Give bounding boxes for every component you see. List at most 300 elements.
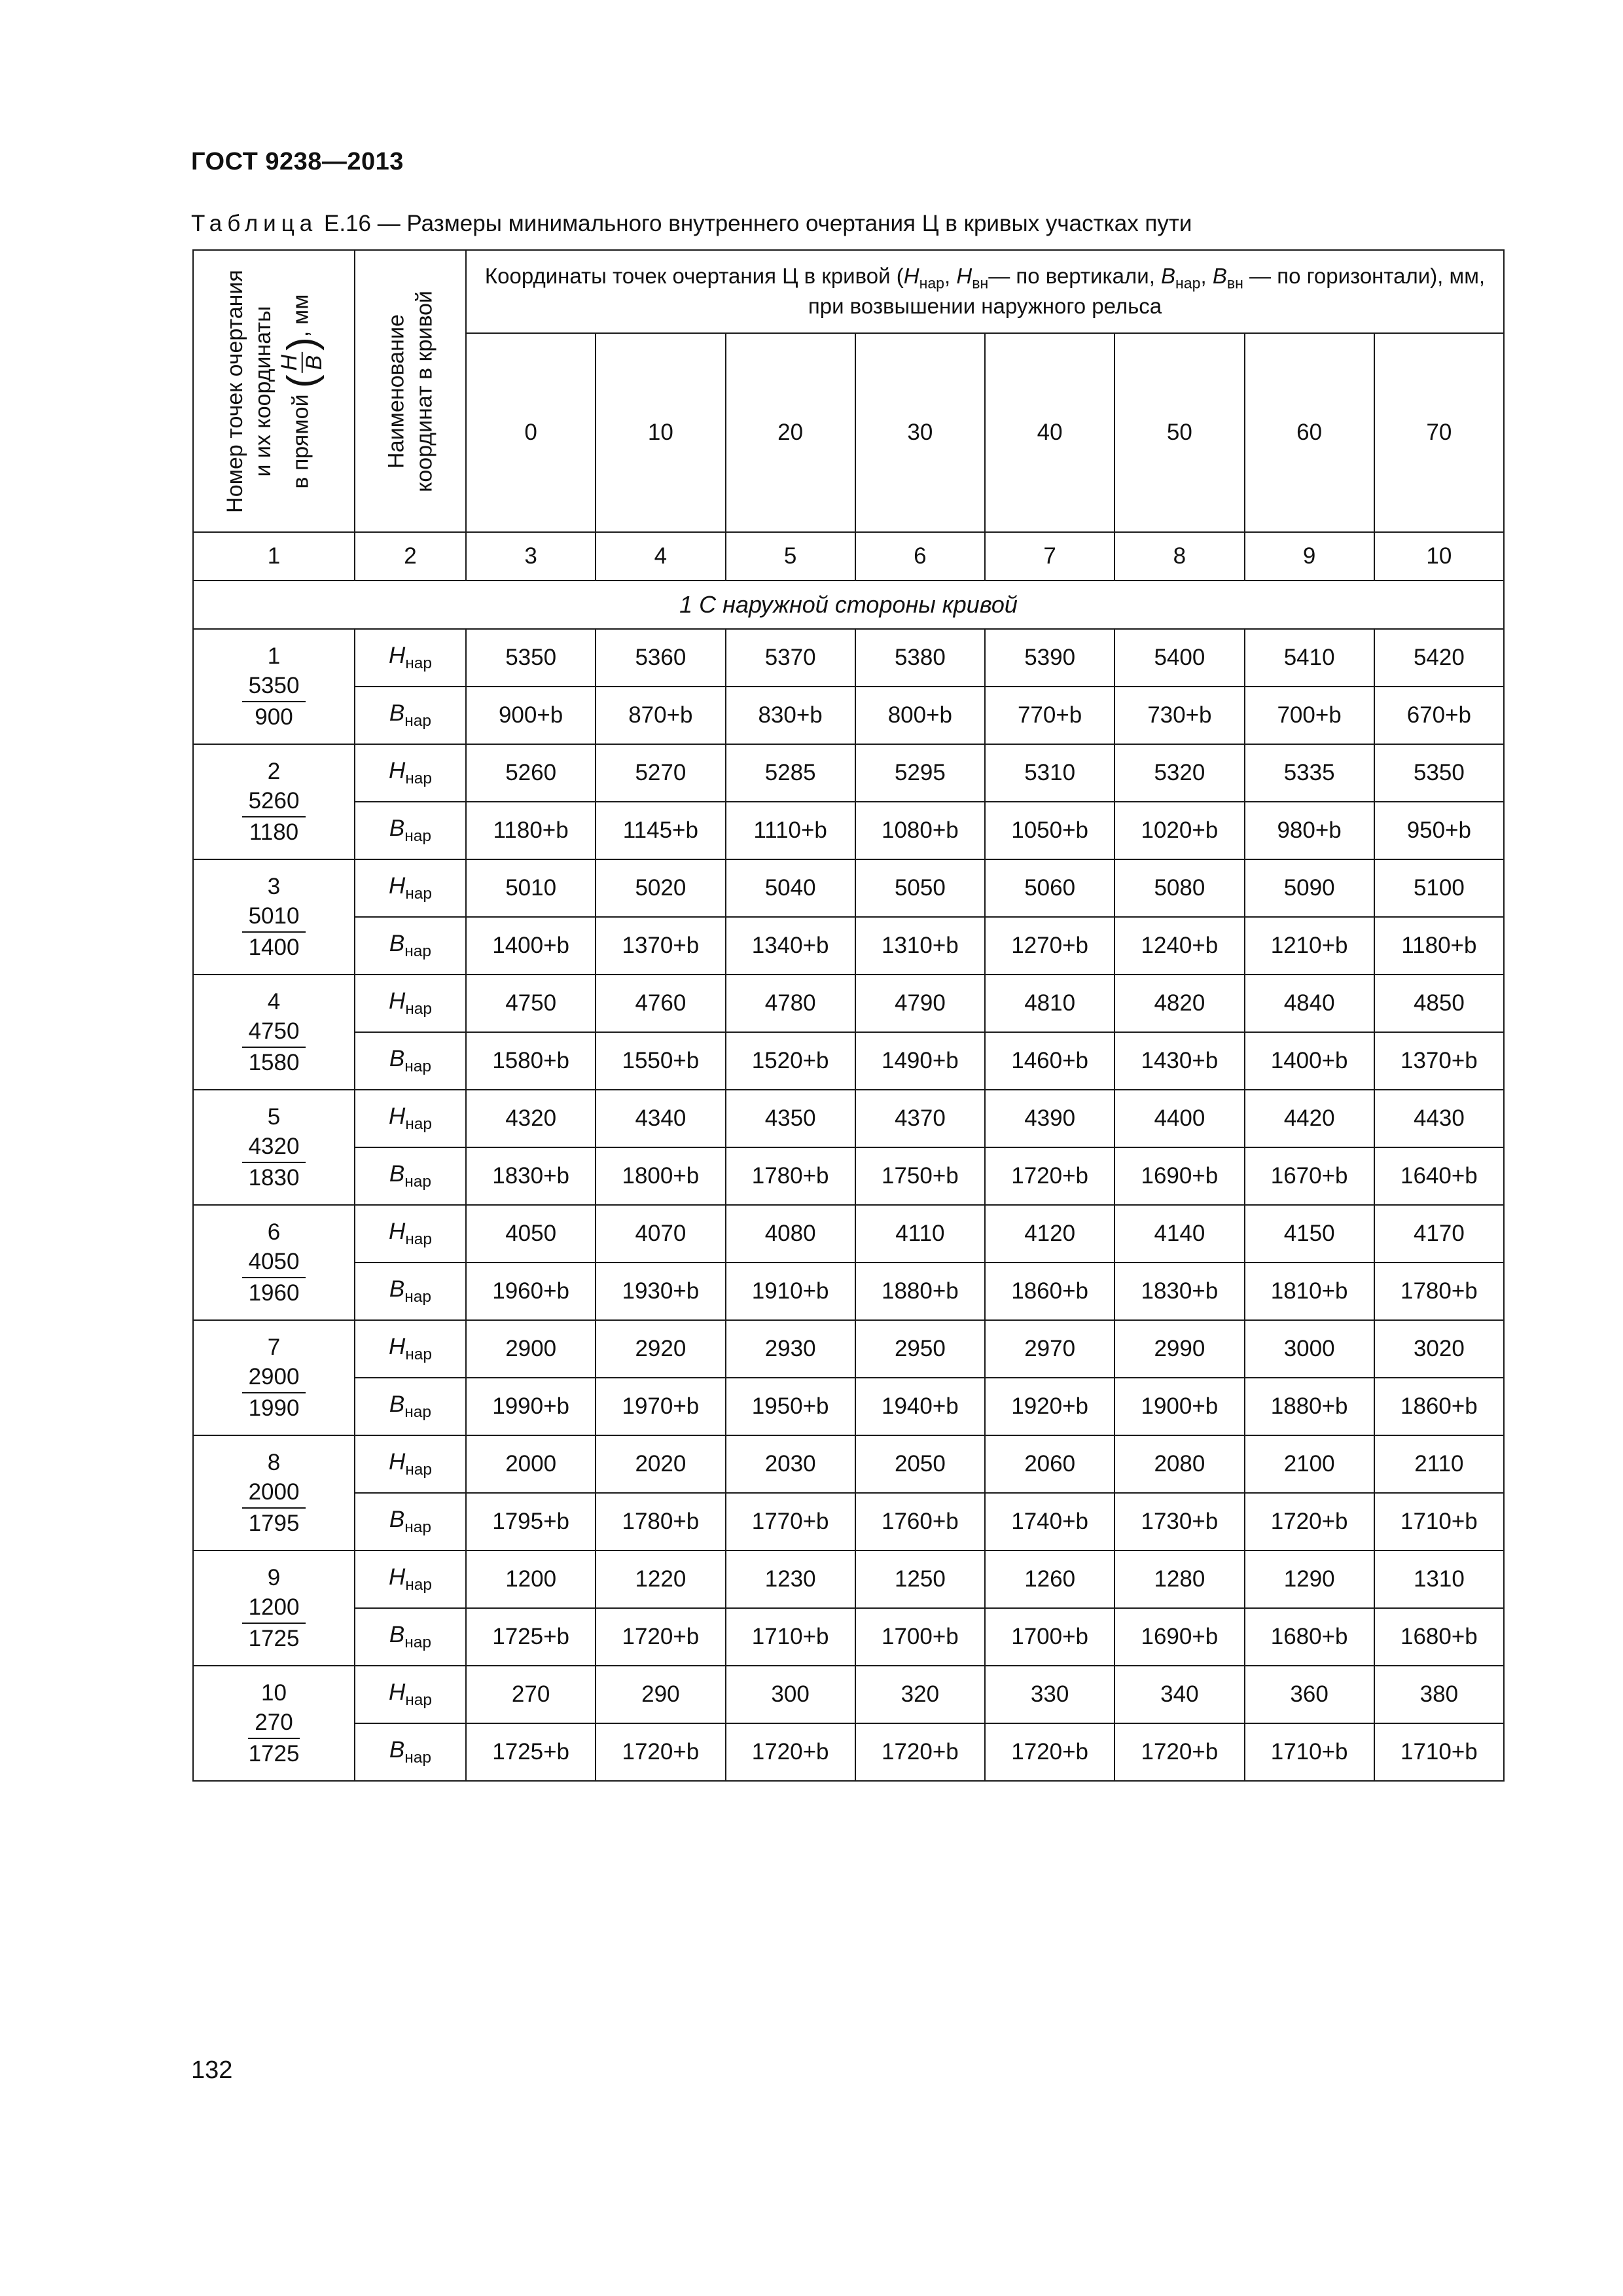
h-value-cell: 1280 xyxy=(1115,1551,1244,1608)
h-value-cell: 2060 xyxy=(985,1435,1115,1493)
h-value-cell: 5320 xyxy=(1115,744,1244,802)
b-value-cell: 1180+b xyxy=(466,802,596,859)
coordinate-symbol-b xyxy=(355,1378,466,1435)
coordinate-symbol-b xyxy=(355,687,466,744)
point-b-coordinate: 1725 xyxy=(248,1625,300,1651)
column-number: 9 xyxy=(1245,532,1374,581)
b-value-cell: 1880+b xyxy=(855,1263,985,1320)
h-value-cell: 4150 xyxy=(1245,1205,1374,1263)
h-value-cell: 2900 xyxy=(466,1320,596,1378)
b-value-cell: 1940+b xyxy=(855,1378,985,1435)
h-value-cell: 4850 xyxy=(1374,975,1504,1032)
b-value-cell: 1710+b xyxy=(1374,1493,1504,1551)
point-b-coordinate: 1180 xyxy=(249,819,299,845)
section-title: 1 С наружной стороны кривой xyxy=(193,581,1504,629)
point-number: 5 xyxy=(267,1103,281,1130)
h-value-cell: 1260 xyxy=(985,1551,1115,1608)
symbol-letter: H xyxy=(388,643,406,668)
point-number: 10 xyxy=(261,1679,287,1706)
h-value-cell: 5400 xyxy=(1115,629,1244,687)
b-value-cell: 1810+b xyxy=(1245,1263,1374,1320)
h-value-cell: 1220 xyxy=(596,1551,725,1608)
b-value-cell: 1670+b xyxy=(1245,1147,1374,1205)
col1-suffix: , мм xyxy=(287,293,313,337)
h-value-cell: 5360 xyxy=(596,629,725,687)
h-value-cell: 5370 xyxy=(726,629,855,687)
point-cell xyxy=(193,859,355,975)
b-value-cell: 1720+b xyxy=(726,1723,855,1781)
b-value-cell: 1270+b xyxy=(985,917,1115,975)
h-value-cell: 4110 xyxy=(855,1205,985,1263)
h-value-cell: 5310 xyxy=(985,744,1115,802)
table-row xyxy=(193,917,1504,975)
h-value-cell: 2920 xyxy=(596,1320,725,1378)
point-number: 1 xyxy=(267,643,281,669)
b-value-cell: 1690+b xyxy=(1115,1147,1244,1205)
caption-word: Таблица xyxy=(191,211,318,236)
h-value-cell: 5080 xyxy=(1115,859,1244,917)
h-value-cell: 5020 xyxy=(596,859,725,917)
coordinate-symbol-h xyxy=(355,1666,466,1723)
coordinate-symbol-h xyxy=(355,1551,466,1608)
page-number: 132 xyxy=(191,2056,233,2084)
column-number: 1 xyxy=(193,532,355,581)
coordinate-symbol-h xyxy=(355,1090,466,1147)
h-value-cell: 5380 xyxy=(855,629,985,687)
standard-header: ГОСТ 9238—2013 xyxy=(191,148,404,175)
coordinate-symbol-h xyxy=(355,1435,466,1493)
table-row xyxy=(193,975,1504,1032)
elevation-header: 30 xyxy=(855,333,985,532)
b-value-cell: 1690+b xyxy=(1115,1608,1244,1666)
h-value-cell: 4370 xyxy=(855,1090,985,1147)
column-number: 7 xyxy=(985,532,1115,581)
b-value-cell: 1860+b xyxy=(985,1263,1115,1320)
h-value-cell: 3000 xyxy=(1245,1320,1374,1378)
coordinate-symbol-b xyxy=(355,1608,466,1666)
b-value-cell: 1720+b xyxy=(1115,1723,1244,1781)
b-value-cell: 1460+b xyxy=(985,1032,1115,1090)
b-value-cell: 1860+b xyxy=(1374,1378,1504,1435)
symbol-letter: H xyxy=(388,1564,406,1590)
symbol-subscript: нар xyxy=(404,1058,432,1075)
b-value-cell: 1880+b xyxy=(1245,1378,1374,1435)
symbol-letter: B xyxy=(389,816,405,841)
h-value-cell: 1250 xyxy=(855,1551,985,1608)
symbol-subscript: нар xyxy=(405,1461,433,1479)
symbol-letter: H xyxy=(388,758,406,783)
h-over-b-fraction xyxy=(277,351,325,373)
h-value-cell: 5050 xyxy=(855,859,985,917)
elevation-header: 20 xyxy=(726,333,855,532)
h-value-cell: 3020 xyxy=(1374,1320,1504,1378)
b-value-cell: 1430+b xyxy=(1115,1032,1244,1090)
symbol-letter: B xyxy=(389,931,405,956)
h-value-cell: 5390 xyxy=(985,629,1115,687)
symbol-subscript: нар xyxy=(405,1230,433,1248)
point-cell xyxy=(193,1666,355,1781)
h-value-cell: 4790 xyxy=(855,975,985,1032)
b-value-cell: 870+b xyxy=(596,687,725,744)
point-cell xyxy=(193,629,355,744)
h-value-cell: 4170 xyxy=(1374,1205,1504,1263)
elevation-header: 40 xyxy=(985,333,1115,532)
symbol-letter: H xyxy=(388,1103,406,1129)
table-row xyxy=(193,1378,1504,1435)
h-value-cell: 380 xyxy=(1374,1666,1504,1723)
h-value-cell: 5060 xyxy=(985,859,1115,917)
h-value-cell: 270 xyxy=(466,1666,596,1723)
h-value-cell: 4320 xyxy=(466,1090,596,1147)
b-value-cell: 1710+b xyxy=(1245,1723,1374,1781)
point-number: 4 xyxy=(267,988,281,1014)
h-value-cell: 4390 xyxy=(985,1090,1115,1147)
b-value-cell: 1700+b xyxy=(985,1608,1115,1666)
b-value-cell: 1795+b xyxy=(466,1493,596,1551)
span-header-line1: Координаты точек очертания Ц в кривой ($H_{нар}$, $H_{вн}—$ по вертикали, $B_{нар}$, $B_{вн}$ — по горизонтали), мм, xyxy=(484,263,1486,292)
table-row xyxy=(193,1263,1504,1320)
point-number: 6 xyxy=(267,1219,281,1245)
b-value-cell: 1830+b xyxy=(1115,1263,1244,1320)
h-value-cell: 1310 xyxy=(1374,1551,1504,1608)
column-number: 4 xyxy=(596,532,725,581)
symbol-subscript: нар xyxy=(405,885,433,903)
b-value-cell: 1720+b xyxy=(596,1723,725,1781)
point-h-coordinate: 5350 xyxy=(242,671,306,702)
b-value-cell: 1180+b xyxy=(1374,917,1504,975)
h-value-cell: 4080 xyxy=(726,1205,855,1263)
point-h-coordinate: 5010 xyxy=(242,901,306,933)
point-number: 3 xyxy=(267,873,281,899)
b-value-cell: 1370+b xyxy=(1374,1032,1504,1090)
b-value-cell: 1720+b xyxy=(855,1723,985,1781)
h-value-cell: 4140 xyxy=(1115,1205,1244,1263)
point-b-coordinate: 1580 xyxy=(248,1049,300,1075)
b-value-cell: 1580+b xyxy=(466,1032,596,1090)
coordinate-symbol-b xyxy=(355,1493,466,1551)
symbol-subscript: нар xyxy=(405,1346,433,1363)
coordinate-symbol-b xyxy=(355,917,466,975)
symbol-letter: B xyxy=(389,1622,405,1647)
point-number: 7 xyxy=(267,1334,281,1360)
symbol-letter: B xyxy=(389,700,405,726)
symbol-letter: H xyxy=(388,873,406,899)
b-value-cell: 1720+b xyxy=(985,1723,1115,1781)
table-row xyxy=(193,744,1504,802)
symbol-subscript: нар xyxy=(404,1288,432,1306)
coordinate-symbol-b xyxy=(355,1032,466,1090)
symbol-letter: H xyxy=(388,1334,406,1359)
table-row xyxy=(193,1320,1504,1378)
h-value-cell: 4780 xyxy=(726,975,855,1032)
b-value-cell: 1310+b xyxy=(855,917,985,975)
h-value-cell: 4400 xyxy=(1115,1090,1244,1147)
h-value-cell: 1290 xyxy=(1245,1551,1374,1608)
symbol-subscript: нар xyxy=(404,1749,432,1767)
h-value-cell: 4070 xyxy=(596,1205,725,1263)
coordinate-symbol-h xyxy=(355,859,466,917)
b-value-cell: 1720+b xyxy=(596,1608,725,1666)
symbol-subscript: нар xyxy=(405,770,433,787)
point-cell xyxy=(193,744,355,859)
b-value-cell: 1370+b xyxy=(596,917,725,975)
h-value-cell: 5285 xyxy=(726,744,855,802)
left-paren: ( xyxy=(279,374,325,388)
column-number-row xyxy=(193,532,1504,581)
b-value-cell: 800+b xyxy=(855,687,985,744)
h-value-cell: 4760 xyxy=(596,975,725,1032)
symbol-subscript: нар xyxy=(404,942,432,960)
symbol-subscript: нар xyxy=(404,827,432,845)
point-h-coordinate: 5260 xyxy=(242,786,306,817)
b-value-cell: 1910+b xyxy=(726,1263,855,1320)
point-number: 8 xyxy=(267,1449,281,1475)
b-value-cell: 1830+b xyxy=(466,1147,596,1205)
coordinate-symbol-h xyxy=(355,975,466,1032)
b-value-cell: 1710+b xyxy=(726,1608,855,1666)
h-value-cell: 4840 xyxy=(1245,975,1374,1032)
symbol-subscript: нар xyxy=(404,1403,432,1421)
fraction-bottom: B xyxy=(301,355,326,370)
column-number: 5 xyxy=(726,532,855,581)
h-value-cell: 1230 xyxy=(726,1551,855,1608)
coordinate-symbol-h xyxy=(355,1205,466,1263)
h-value-cell: 4340 xyxy=(596,1090,725,1147)
table-row xyxy=(193,1666,1504,1723)
elevation-header: 60 xyxy=(1245,333,1374,532)
b-value-cell: 1750+b xyxy=(855,1147,985,1205)
h-value-cell: 340 xyxy=(1115,1666,1244,1723)
h-value-cell: 5040 xyxy=(726,859,855,917)
point-b-coordinate: 900 xyxy=(255,704,293,730)
fraction-top: H xyxy=(277,351,302,373)
symbol-letter: B xyxy=(389,1737,405,1763)
h-value-cell: 2970 xyxy=(985,1320,1115,1378)
h-value-cell: 5270 xyxy=(596,744,725,802)
elevation-header: 50 xyxy=(1115,333,1244,532)
point-number: 2 xyxy=(267,758,281,784)
table-row xyxy=(193,687,1504,744)
col-header-point-number xyxy=(193,250,355,532)
symbol-letter: B xyxy=(389,1276,405,1302)
b-value-cell: 1110+b xyxy=(726,802,855,859)
point-b-coordinate: 1960 xyxy=(248,1280,300,1306)
point-h-coordinate: 2000 xyxy=(242,1477,306,1509)
symbol-letter: B xyxy=(389,1046,405,1071)
symbol-letter: B xyxy=(389,1507,405,1532)
h-value-cell: 4430 xyxy=(1374,1090,1504,1147)
b-value-cell: 1080+b xyxy=(855,802,985,859)
h-value-cell: 2000 xyxy=(466,1435,596,1493)
table-row xyxy=(193,1090,1504,1147)
point-cell xyxy=(193,1435,355,1551)
symbol-letter: B xyxy=(389,1161,405,1187)
col1-line3 xyxy=(276,270,327,513)
table-row xyxy=(193,1551,1504,1608)
point-number: 9 xyxy=(267,1564,281,1590)
b-value-cell: 830+b xyxy=(726,687,855,744)
b-value-cell: 1210+b xyxy=(1245,917,1374,975)
symbol-letter: H xyxy=(388,1449,406,1475)
h-value-cell: 4750 xyxy=(466,975,596,1032)
column-number: 8 xyxy=(1115,532,1244,581)
b-value-cell: 900+b xyxy=(466,687,596,744)
elevation-header: 0 xyxy=(466,333,596,532)
b-value-cell: 1050+b xyxy=(985,802,1115,859)
b-value-cell: 1900+b xyxy=(1115,1378,1244,1435)
b-value-cell: 1240+b xyxy=(1115,917,1244,975)
table-row xyxy=(193,1608,1504,1666)
b-value-cell: 1020+b xyxy=(1115,802,1244,859)
h-value-cell: 2990 xyxy=(1115,1320,1244,1378)
col1-line2: и их координаты xyxy=(249,306,275,476)
b-value-cell: 1725+b xyxy=(466,1608,596,1666)
table-row xyxy=(193,629,1504,687)
symbol-subscript: нар xyxy=(405,1115,433,1133)
point-h-coordinate: 270 xyxy=(248,1708,299,1739)
b-value-cell: 670+b xyxy=(1374,687,1504,744)
b-value-cell: 770+b xyxy=(985,687,1115,744)
b-value-cell: 1725+b xyxy=(466,1723,596,1781)
point-h-coordinate: 1200 xyxy=(242,1592,306,1624)
point-cell xyxy=(193,975,355,1090)
b-value-cell: 1770+b xyxy=(726,1493,855,1551)
h-value-cell: 5350 xyxy=(1374,744,1504,802)
h-value-cell: 4350 xyxy=(726,1090,855,1147)
coordinate-symbol-h xyxy=(355,1320,466,1378)
point-cell xyxy=(193,1320,355,1435)
h-value-cell: 4810 xyxy=(985,975,1115,1032)
h-value-cell: 2930 xyxy=(726,1320,855,1378)
h-value-cell: 5260 xyxy=(466,744,596,802)
h-value-cell: 5090 xyxy=(1245,859,1374,917)
coordinate-symbol-b xyxy=(355,1147,466,1205)
point-b-coordinate: 1725 xyxy=(248,1740,300,1767)
h-value-cell: 5295 xyxy=(855,744,985,802)
b-value-cell: 1800+b xyxy=(596,1147,725,1205)
b-value-cell: 1970+b xyxy=(596,1378,725,1435)
table-row xyxy=(193,1032,1504,1090)
table-row xyxy=(193,1435,1504,1493)
coordinate-symbol-b xyxy=(355,802,466,859)
symbol-subscript: нар xyxy=(404,1518,432,1536)
symbol-subscript: нар xyxy=(404,1634,432,1651)
b-value-cell: 1930+b xyxy=(596,1263,725,1320)
b-value-cell: 1400+b xyxy=(466,917,596,975)
point-cell xyxy=(193,1551,355,1666)
symbol-subscript: нар xyxy=(405,1576,433,1594)
right-paren: ) xyxy=(279,336,325,351)
table-row xyxy=(193,859,1504,917)
b-value-cell: 730+b xyxy=(1115,687,1244,744)
coordinate-symbol-b xyxy=(355,1723,466,1781)
h-value-cell: 4420 xyxy=(1245,1090,1374,1147)
span-header-line2: при возвышении наружного рельса xyxy=(808,294,1162,319)
h-value-cell: 2950 xyxy=(855,1320,985,1378)
h-value-cell: 2030 xyxy=(726,1435,855,1493)
point-cell xyxy=(193,1090,355,1205)
elevation-header: 10 xyxy=(596,333,725,532)
symbol-letter: B xyxy=(389,1391,405,1417)
point-h-coordinate: 4750 xyxy=(242,1016,306,1048)
point-b-coordinate: 1990 xyxy=(248,1395,300,1421)
coordinate-symbol-b xyxy=(355,1263,466,1320)
b-value-cell: 1520+b xyxy=(726,1032,855,1090)
section-row xyxy=(193,581,1504,629)
h-value-cell: 290 xyxy=(596,1666,725,1723)
b-value-cell: 1950+b xyxy=(726,1378,855,1435)
b-value-cell: 950+b xyxy=(1374,802,1504,859)
point-h-coordinate: 2900 xyxy=(242,1362,306,1393)
h-value-cell: 5420 xyxy=(1374,629,1504,687)
point-cell xyxy=(193,1205,355,1320)
h-value-cell: 2050 xyxy=(855,1435,985,1493)
col1-line1: Номер точек очертания xyxy=(222,269,247,513)
table-row xyxy=(193,1493,1504,1551)
point-b-coordinate: 1400 xyxy=(248,934,300,960)
symbol-letter: H xyxy=(388,1679,406,1705)
h-value-cell: 2080 xyxy=(1115,1435,1244,1493)
h-value-cell: 300 xyxy=(726,1666,855,1723)
b-value-cell: 980+b xyxy=(1245,802,1374,859)
b-value-cell: 1550+b xyxy=(596,1032,725,1090)
point-b-coordinate: 1795 xyxy=(248,1510,300,1536)
h-value-cell: 5350 xyxy=(466,629,596,687)
h-value-cell: 5335 xyxy=(1245,744,1374,802)
b-value-cell: 1740+b xyxy=(985,1493,1115,1551)
h-value-cell: 4120 xyxy=(985,1205,1115,1263)
h-value-cell: 2110 xyxy=(1374,1435,1504,1493)
symbol-subscript: нар xyxy=(404,712,432,730)
point-b-coordinate: 1830 xyxy=(248,1164,300,1191)
h-value-cell: 4050 xyxy=(466,1205,596,1263)
b-value-cell: 1340+b xyxy=(726,917,855,975)
h-value-cell: 5410 xyxy=(1245,629,1374,687)
b-value-cell: 1780+b xyxy=(726,1147,855,1205)
h-value-cell: 360 xyxy=(1245,1666,1374,1723)
b-value-cell: 1730+b xyxy=(1115,1493,1244,1551)
point-h-coordinate: 4320 xyxy=(242,1132,306,1163)
dimensions-table xyxy=(192,249,1505,1782)
symbol-subscript: нар xyxy=(405,1691,433,1709)
h-value-cell: 330 xyxy=(985,1666,1115,1723)
h-value-cell: 2020 xyxy=(596,1435,725,1493)
col1-prefix: в прямой xyxy=(287,393,313,489)
table-row xyxy=(193,1205,1504,1263)
coordinates-span-header xyxy=(466,250,1504,333)
symbol-subscript: нар xyxy=(405,1000,433,1018)
table-caption xyxy=(191,211,1192,237)
b-value-cell: 1960+b xyxy=(466,1263,596,1320)
b-value-cell: 1710+b xyxy=(1374,1723,1504,1781)
coordinate-symbol-h xyxy=(355,744,466,802)
table-row xyxy=(193,1723,1504,1781)
b-value-cell: 1145+b xyxy=(596,802,725,859)
b-value-cell: 1760+b xyxy=(855,1493,985,1551)
b-value-cell: 1640+b xyxy=(1374,1147,1504,1205)
column-number: 10 xyxy=(1374,532,1504,581)
b-value-cell: 1680+b xyxy=(1374,1608,1504,1666)
h-value-cell: 320 xyxy=(855,1666,985,1723)
b-value-cell: 1490+b xyxy=(855,1032,985,1090)
b-value-cell: 1990+b xyxy=(466,1378,596,1435)
h-value-cell: 2100 xyxy=(1245,1435,1374,1493)
symbol-letter: H xyxy=(388,1219,406,1244)
col2-line2: координат в кривой xyxy=(412,290,437,492)
b-value-cell: 700+b xyxy=(1245,687,1374,744)
symbol-letter: H xyxy=(388,988,406,1014)
table-row xyxy=(193,1147,1504,1205)
